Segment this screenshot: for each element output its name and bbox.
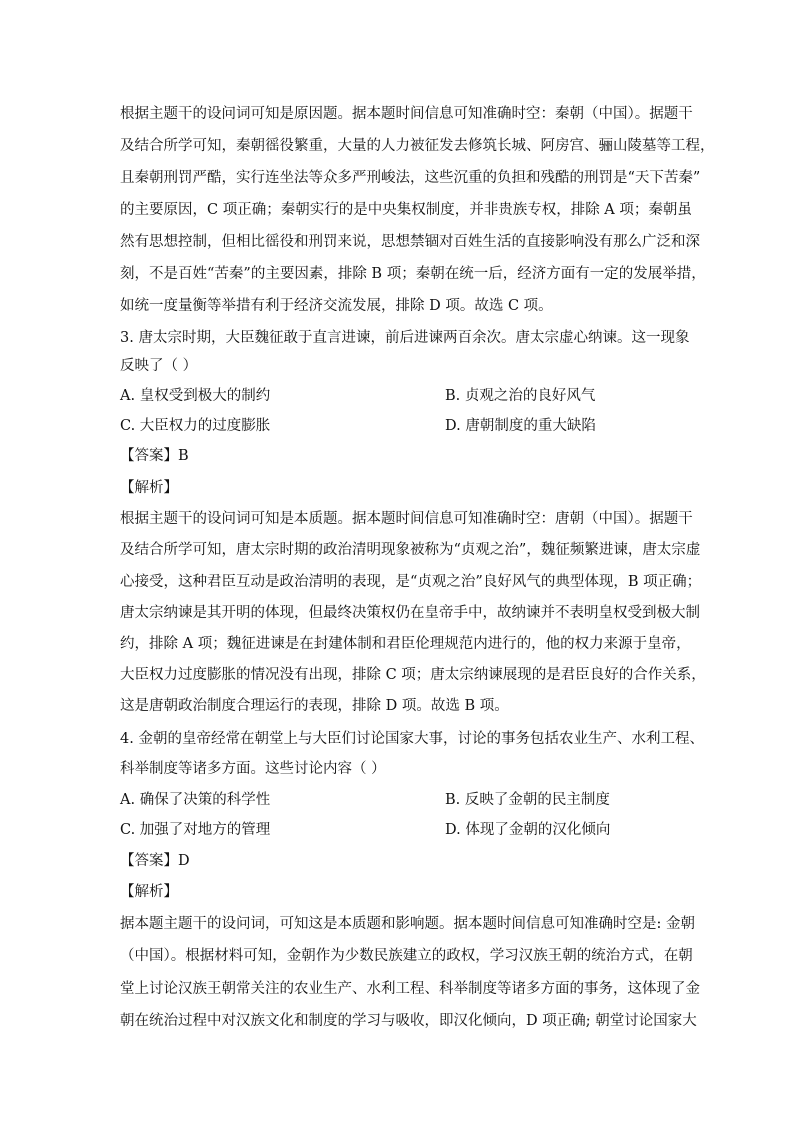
q3-stem: 3. 唐太宗时期，大臣魏征敢于直言进谏，前后进谏两百余次。唐太宗虚心纳谏。这一现象 [120,330,690,346]
q4-analysis-line: 朝在统治过程中对汉族文化和制度的学习与吸收，即汉化倾向，D 项正确; 朝堂讨论国家大 [120,1013,697,1029]
q3-analysis-line: 约，排除 A 项；魏征进谏是在封建体制和君臣伦理规范内进行的，他的权力来源于皇帝， [120,636,691,652]
q4-option-a: A. 确保了决策的科学性 [120,792,271,808]
q2-analysis-line: 且秦朝刑罚严酷，实行连坐法等众多严刑峻法，这些沉重的负担和残酷的刑罚是“天下苦秦” [120,170,701,186]
q2-analysis-line: 如统一度量衡等举措有利于经济交流发展，排除 D 项。故选 C 项。 [120,298,553,314]
q4-answer: 【答案】D [120,853,190,869]
q4-stem: 4. 金朝的皇帝经常在朝堂上与大臣们讨论国家大事，讨论的事务包括农业生产、水利工程、 [120,731,704,747]
q2-analysis-line: 及结合所学可知，秦朝徭役繁重，大量的人力被征发去修筑长城、阿房宫、骊山陵墓等工程， [120,138,715,154]
q3-option-a: A. 皇权受到极大的制约 [120,388,271,404]
q3-analysis-line: 这是唐朝政治制度合理运行的表现，排除 D 项。故选 B 项。 [120,698,509,714]
q3-analysis-label: 【解析】 [120,480,178,496]
q4-analysis-line: （中国）。根据材料可知，金朝作为少数民族建立的政权，学习汉族王朝的统治方式，在朝 [120,948,693,964]
q3-analysis-line: 根据主题干的设问词可知是本质题。据本题时间信息可知准确时空：唐朝（中国）。据题干 [120,511,693,527]
q4-analysis-line: 据本题主题干的设问词，可知这是本质题和影响题。据本题时间信息可知准确时空是: 金朝 [120,916,695,932]
q4-analysis-label: 【解析】 [120,884,178,900]
q3-option-c: C. 大臣权力的过度膨胀 [120,418,271,434]
q4-option-c: C. 加强了对地方的管理 [120,822,271,838]
q3-analysis-line: 及结合所学可知，唐太宗时期的政治清明现象被称为“贞观之治”，魏征频繁进谏，唐太宗虚 [120,542,701,558]
q3-option-d: D. 唐朝制度的重大缺陷 [445,418,596,434]
q3-answer: 【答案】B [120,448,189,464]
q4-stem: 科举制度等诸多方面。这些讨论内容（ ） [120,761,386,777]
q4-option-b: B. 反映了金朝的民主制度 [445,792,610,808]
q3-option-b: B. 贞观之治的良好风气 [445,388,596,404]
q2-analysis-line: 刻，不是百姓“苦秦”的主要因素，排除 B 项；秦朝在统一后，经济方面有一定的发展举措， [120,266,706,282]
q2-analysis-line: 然有思想控制，但相比徭役和刑罚来说，思想禁锢对百姓生活的直接影响没有那么广泛和深 [120,234,700,250]
q3-analysis-line: 心接受，这种君臣互动是政治清明的表现，是“贞观之治”良好风气的典型体现，B 项正确； [120,574,702,590]
q4-analysis-line: 堂上讨论汉族王朝常关注的农业生产、水利工程、科举制度等诸多方面的事务，这体现了金 [120,981,700,997]
q4-option-d: D. 体现了金朝的汉化倾向 [445,822,611,838]
q3-analysis-line: 大臣权力过度膨胀的情况没有出现，排除 C 项；唐太宗纳谏展现的是君臣良好的合作关系， [120,667,706,683]
q3-analysis-line: 唐太宗纳谏是其开明的体现，但最终决策权仍在皇帝手中，故纳谏并不表明皇权受到极大制 [120,605,700,621]
q2-analysis-line: 的主要原因，C 项正确；秦朝实行的是中央集权制度，并非贵族专权，排除 A 项；秦朝虽 [120,202,692,218]
q3-stem: 反映了（ ） [120,358,198,374]
q2-analysis-line: 根据主题干的设问词可知是原因题。据本题时间信息可知准确时空：秦朝（中国）。据题干 [120,106,693,122]
